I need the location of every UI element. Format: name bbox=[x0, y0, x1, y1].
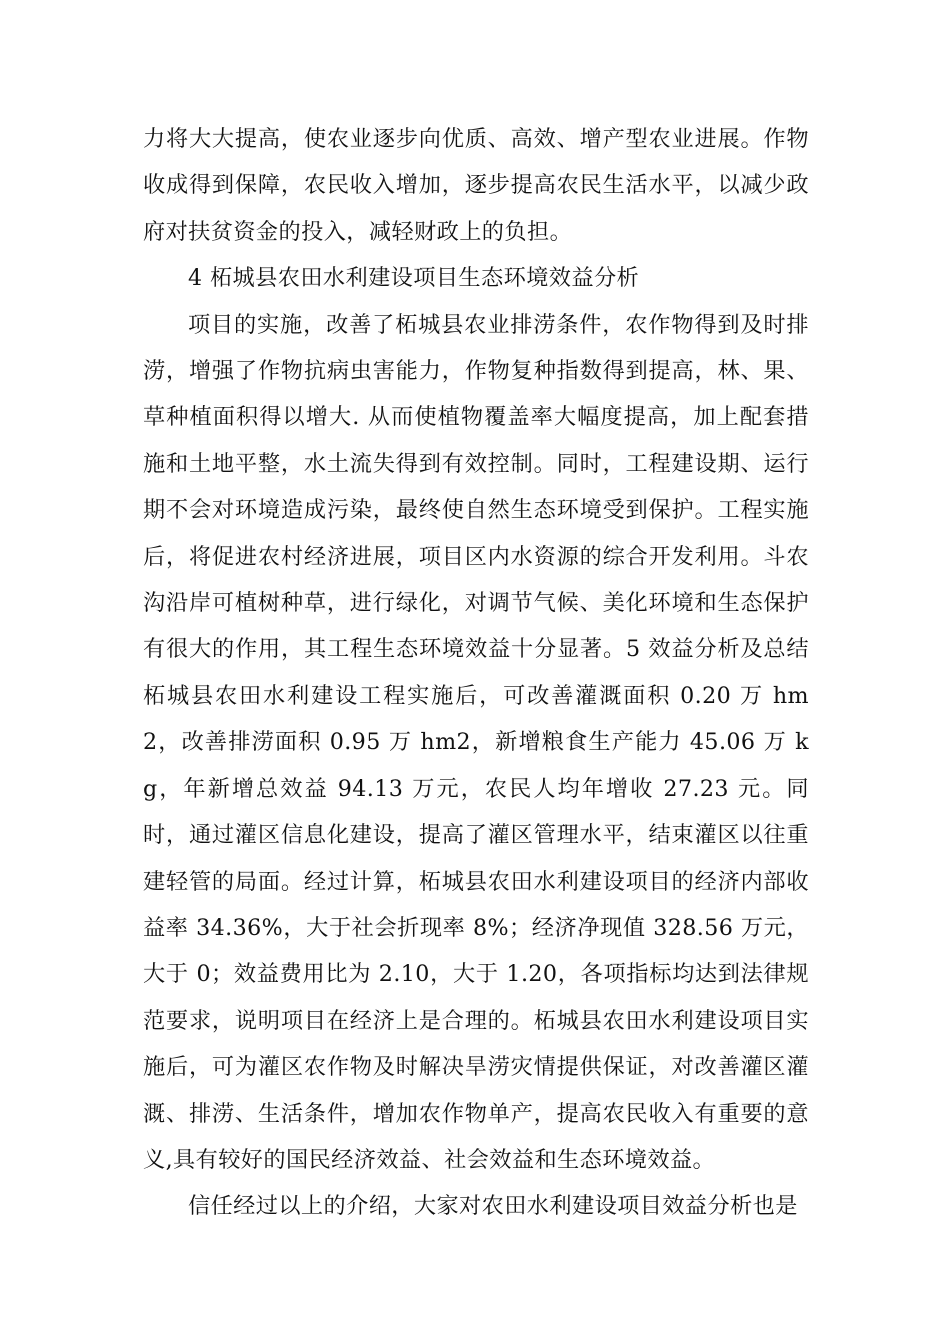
document-body bbox=[143, 116, 809, 1230]
paragraph-ecological-benefit: 项目的实施，改善了柘城县农业排涝条件，农作物得到及时排涝，增强了作物抗病虫害能力，作物复种指数得到提高，林、果、草种植面积得以增大. 从而使植物覆盖率大幅度提高，加上配套措施和土地平整，水土流失得到有效控制。同时，工程建设期、运行期不会对环境造成污染，最终使自然生态环境受到保护。工程实施后，将促进农村经济进展，项目区内水资源的综合开发利用。斗农沟沿岸可植树种草，进行绿化，对调节气候、美化环境和生态保护有很大的作用，其工程生态环境效益十分显著。5 效益分析及总结柘城县农田水利建设工程实施后，可改善灌溉面积 0.20 万 hm2，改善排涝面积 0.95 万 hm2，新增粮食生产能力 45.06 万 kg，年新增总效益 94.13 万元，农民人均年增收 27.23 元。同时，通过灌区信息化建设，提高了灌区管理水平，结束灌区以往重建轻管的局面。经过计算，柘城县农田水利建设项目的经济内部收益率 34.36%，大于社会折现率 8%；经济净现值 328.56 万元，大于 0；效益费用比为 2.10，大于 1.20，各项指标均达到法律规范要求，说明项目在经济上是合理的。柘城县农田水利建设项目实施后，可为灌区农作物及时解决旱涝灾情提供保证，对改善灌区灌溉、排涝、生活条件，增加农作物单产，提高农民收入有重要的意义,具有较好的国民经济效益、社会效益和生态环境效益。 bbox=[143, 311, 809, 1173]
section-heading: 4 柘城县农田水利建设项目生态环境效益分析 bbox=[188, 265, 640, 292]
paragraph-continuation: 力将大大提高，使农业逐步向优质、高效、增产型农业进展。作物收成得到保障，农民收入增加，逐步提高农民生活水平，以减少政府对扶贫资金的投入，减轻财政上的负担。 bbox=[143, 126, 809, 245]
paragraph-closing: 信任经过以上的介绍，大家对农田水利建设项目效益分析也是 bbox=[188, 1193, 798, 1220]
